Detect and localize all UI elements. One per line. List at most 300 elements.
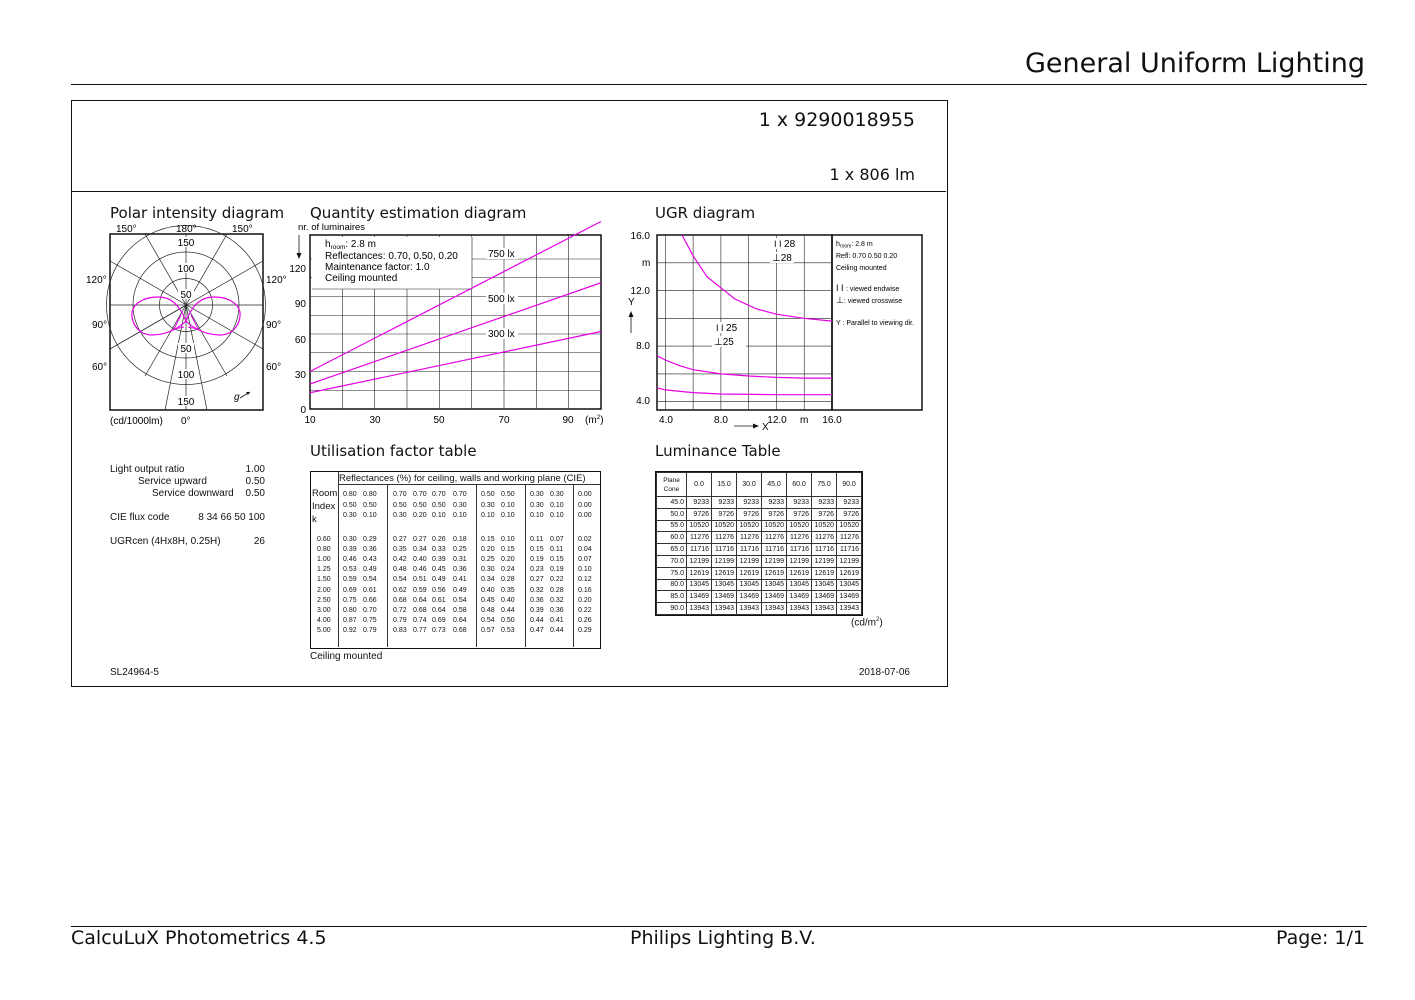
quantity-x-tick-30: 30 (369, 415, 381, 426)
util-factor-cell: 0.70 (363, 606, 377, 614)
luminance-cell: 11276 (712, 532, 737, 544)
polar-diagram (86, 217, 286, 427)
util-factor-cell: 0.41 (550, 616, 564, 624)
quantity-y-tick-0: 0 (300, 405, 306, 416)
luminance-cell: 13943 (812, 603, 837, 615)
util-reflectance-cell: 0.00 (578, 491, 592, 498)
util-factor-cell: 0.20 (481, 546, 495, 554)
util-factor-cell: 0.73 (432, 626, 446, 634)
luminance-cell: 11276 (837, 532, 862, 544)
ugr-x-tick-4: 4.0 (659, 415, 673, 426)
ugr-y-tick-16: 16.0 (630, 231, 650, 242)
util-factor-cell: 0.61 (363, 586, 377, 594)
util-factor-cell: 0.27 (413, 536, 427, 543)
polar-radial-100-bottom: 100 (177, 370, 195, 381)
util-room-index: 2.00 (317, 586, 331, 594)
ugr-legend-crosswise: ⊥: viewed crosswise (836, 295, 903, 305)
util-factor-cell: 0.87 (343, 616, 357, 624)
luminance-cell: 11716 (712, 544, 737, 556)
util-factor-cell: 0.29 (578, 626, 592, 634)
util-factor-cell: 0.36 (530, 596, 544, 604)
util-reflectance-cell: 0.30 (550, 491, 564, 498)
doc-code: SL24964-5 (110, 667, 159, 678)
polar-radial-50-bottom: 50 (180, 344, 192, 355)
prop-upward-value: 0.50 (245, 476, 265, 487)
util-factor-cell: 0.31 (453, 556, 467, 564)
util-factor-cell: 0.54 (393, 576, 407, 584)
footer-software: CalcuLuX Photometrics 4.5 (71, 927, 327, 949)
util-factor-cell: 0.68 (413, 606, 427, 614)
prop-downward-value: 0.50 (245, 488, 265, 499)
util-factor-cell: 0.44 (501, 606, 515, 614)
luminance-cell: 13469 (812, 591, 837, 603)
luminance-cone-angle: 50.0 (657, 508, 687, 520)
polar-radial-150-bottom: 150 (177, 397, 195, 408)
util-factor-cell: 0.66 (363, 596, 377, 604)
util-factor-cell: 0.11 (550, 546, 564, 554)
luminance-cell: 13469 (712, 591, 737, 603)
luminance-cell: 9233 (687, 497, 712, 509)
util-reflectance-cell: 0.00 (578, 501, 592, 509)
luminance-cell: 13943 (762, 603, 787, 615)
util-room-index: 0.60 (317, 536, 331, 543)
footer-company: Philips Lighting B.V. (630, 927, 816, 949)
ugr-curve-3 (657, 388, 832, 395)
util-factor-cell: 0.64 (413, 596, 427, 604)
util-factor-cell: 0.22 (578, 606, 592, 614)
quantity-title: Quantity estimation diagram (310, 204, 527, 222)
table-row (657, 520, 862, 532)
ugr-chart (622, 221, 932, 433)
luminance-cone-angle: 70.0 (657, 555, 687, 567)
polar-angle-120-left: 120° (86, 275, 107, 286)
datasheet-frame (71, 100, 948, 687)
quantity-hroom: $h_{room}$: 2.8 m (325, 239, 376, 251)
util-factor-cell: 0.49 (453, 586, 467, 594)
quantity-x-unit: $(m^2)$ (585, 414, 604, 426)
luminance-cell: 11716 (837, 544, 862, 556)
luminance-cell: 10520 (687, 520, 712, 532)
util-reflectance-cell: 0.30 (530, 491, 544, 498)
luminaire-properties (110, 464, 265, 548)
luminance-cell: 13045 (762, 579, 787, 591)
util-factor-cell: 0.36 (363, 546, 377, 554)
util-factor-cell: 0.79 (393, 616, 407, 624)
util-room-index: 4.00 (317, 616, 331, 624)
table-row (657, 508, 862, 520)
util-reflectance-cell: 0.10 (481, 512, 495, 519)
util-factor-cell: 0.42 (393, 556, 407, 564)
luminance-plane-90: 90.0 (837, 473, 862, 497)
util-room-index: 1.50 (317, 576, 331, 584)
util-factor-cell: 0.46 (343, 556, 357, 564)
util-factor-cell: 0.69 (343, 586, 357, 594)
util-factor-cell: 0.07 (578, 556, 592, 564)
luminance-cell: 9233 (837, 497, 862, 509)
polar-title: Polar intensity diagram (110, 204, 285, 222)
ugr-x-tick-12: 12.0 (767, 415, 787, 426)
prop-cie-label: CIE flux code (110, 512, 170, 523)
quantity-x-tick-50: 50 (433, 415, 445, 426)
util-note: Ceiling mounted (310, 651, 383, 662)
util-factor-cell: 0.44 (550, 626, 564, 634)
table-row (657, 579, 862, 591)
util-factor-cell: 0.35 (393, 546, 407, 554)
util-factor-cell: 0.68 (453, 626, 467, 634)
luminance-cell: 13469 (687, 591, 712, 603)
quantity-line-300lx (310, 332, 601, 393)
util-factor-cell: 0.19 (530, 556, 544, 564)
util-factor-cell: 0.57 (481, 626, 495, 634)
prop-downward-label: Service downward (152, 488, 234, 499)
util-factor-cell: 0.75 (343, 596, 357, 604)
util-room-index: 5.00 (317, 626, 331, 634)
quantity-reflectances: Reflectances: 0.70, 0.50, 0.20 (325, 251, 458, 262)
util-reflectance-cell: 0.10 (530, 512, 544, 519)
util-factor-cell: 0.75 (363, 616, 377, 624)
luminance-cell: 13469 (787, 591, 812, 603)
table-row (657, 544, 862, 556)
prop-lor-value: 1.00 (245, 464, 265, 475)
util-factor-cell: 0.59 (413, 586, 427, 594)
util-factor-cell: 0.07 (550, 536, 564, 543)
util-reflectance-cell: 0.50 (432, 501, 446, 509)
util-factor-cell: 0.36 (550, 606, 564, 614)
luminance-cell: 12619 (812, 567, 837, 579)
util-factor-cell: 0.16 (578, 586, 592, 594)
luminance-plane-45: 45.0 (762, 473, 787, 497)
util-factor-cell: 0.58 (453, 606, 467, 614)
polar-angle-120-right: 120° (266, 275, 287, 286)
luminance-cell: 13943 (787, 603, 812, 615)
util-factor-cell: 0.20 (578, 596, 592, 604)
table-row (657, 591, 862, 603)
util-factor-cell: 0.04 (578, 546, 592, 554)
util-factor-cell: 0.39 (343, 546, 357, 554)
util-reflectance-cell: 0.10 (363, 512, 377, 519)
luminance-cell: 13943 (687, 603, 712, 615)
util-factor-cell: 0.62 (393, 586, 407, 594)
ugr-label-25-endwise: I I 25 (716, 323, 738, 334)
ugr-x-unit: m (800, 415, 809, 426)
ugr-x-tick-8: 8.0 (714, 415, 728, 426)
polar-grid (107, 226, 266, 411)
quantity-mounting: Ceiling mounted (325, 273, 398, 284)
luminance-cell: 9233 (762, 497, 787, 509)
util-factor-cell: 0.83 (393, 626, 407, 634)
util-room-index: 2.50 (317, 596, 331, 604)
quantity-y-tick-90: 90 (294, 299, 306, 310)
quantity-ylabel: nr. of luminaires (298, 222, 366, 233)
util-factor-cell: 0.41 (453, 576, 467, 584)
util-factor-cell: 0.54 (363, 576, 377, 584)
table-row (657, 555, 862, 567)
luminance-cone-angle: 60.0 (657, 532, 687, 544)
luminance-cell: 11276 (737, 532, 762, 544)
ugr-frame (657, 235, 832, 410)
util-factor-cell: 0.64 (453, 616, 467, 624)
polar-angle-60-right: 60° (266, 362, 282, 373)
polar-unit: (cd/1000lm) (110, 416, 163, 427)
prop-ugr-label: UGRcen (4Hx8H, 0.25H) (110, 536, 221, 547)
luminance-cell: 12619 (787, 567, 812, 579)
luminance-cone-angle: 75.0 (657, 567, 687, 579)
luminous-flux: 1 x 806 lm (829, 165, 915, 184)
util-factor-cell: 0.50 (501, 616, 515, 624)
util-factor-cell: 0.15 (550, 556, 564, 564)
util-factor-cell: 0.48 (393, 566, 407, 574)
util-reflectance-cell: 0.30 (481, 501, 495, 509)
luminance-cell: 9726 (712, 508, 737, 520)
util-reflectance-cell: 0.30 (393, 512, 407, 519)
util-factor-cell: 0.26 (432, 536, 446, 543)
luminance-cell: 12619 (837, 567, 862, 579)
util-factor-cell: 0.10 (501, 536, 515, 543)
ugr-legend-hroom: $h_{room}$: 2.8 m (836, 241, 873, 250)
polar-radial-100-top: 100 (177, 264, 195, 275)
luminance-cell: 11716 (787, 544, 812, 556)
quantity-line-500lx (310, 283, 601, 384)
ugr-label-25-crosswise: ⊥25 (714, 337, 734, 348)
util-factor-cell: 0.45 (481, 596, 495, 604)
luminance-cell: 12619 (762, 567, 787, 579)
luminance-cell: 9726 (787, 508, 812, 520)
luminance-table-frame (655, 471, 863, 616)
luminance-cell: 13045 (737, 579, 762, 591)
sheet-date: 2018-07-06 (858, 667, 910, 678)
luminance-cell: 13045 (787, 579, 812, 591)
util-factor-cell: 0.69 (432, 616, 446, 624)
luminance-cell: 12199 (812, 555, 837, 567)
util-factor-cell: 0.15 (481, 536, 495, 543)
ugr-curve-2 (657, 356, 832, 378)
util-reflectance-cell: 0.30 (343, 512, 357, 519)
util-factor-cell: 0.80 (343, 606, 357, 614)
util-factor-cell: 0.40 (413, 556, 427, 564)
luminance-cell: 9233 (787, 497, 812, 509)
quantity-line-label-300: 300 lx (488, 329, 515, 340)
quantity-line-label-750: 750 lx (488, 249, 515, 260)
luminance-cell: 13943 (837, 603, 862, 615)
util-factor-cell: 0.32 (530, 586, 544, 594)
luminance-cell: 12619 (737, 567, 762, 579)
util-factor-cell: 0.18 (453, 536, 467, 543)
util-room-index: 1.00 (317, 556, 331, 564)
luminance-cone-angle: 45.0 (657, 497, 687, 509)
util-factor-cell: 0.24 (501, 566, 515, 574)
util-room-index: 3.00 (317, 606, 331, 614)
util-factor-cell: 0.29 (363, 536, 377, 543)
luminance-plane-30: 30.0 (737, 473, 762, 497)
util-factor-cell: 0.72 (393, 606, 407, 614)
util-factor-cell: 0.33 (432, 546, 446, 554)
util-factor-cell: 0.10 (578, 566, 592, 574)
util-factor-cell: 0.53 (343, 566, 357, 574)
luminance-cell: 10520 (812, 520, 837, 532)
util-factor-cell: 0.25 (481, 556, 495, 564)
util-factor-cell: 0.34 (413, 546, 427, 554)
util-header: Reflectances (%) for ceiling, walls and working plane (CIE) (339, 473, 586, 484)
util-factor-cell: 0.48 (481, 606, 495, 614)
footer-page-number: Page: 1/1 (1275, 927, 1365, 949)
polar-gamma-label: g (234, 392, 240, 403)
luminance-cell: 13045 (837, 579, 862, 591)
util-factor-cell: 0.35 (501, 586, 515, 594)
util-factor-cell: 0.51 (413, 576, 427, 584)
luminance-cone-angle: 85.0 (657, 591, 687, 603)
luminance-cell: 13943 (737, 603, 762, 615)
util-reflectance-cell: 0.30 (530, 501, 544, 509)
util-factor-cell: 0.45 (432, 566, 446, 574)
luminance-cell: 12199 (687, 555, 712, 567)
util-reflectance-cell: 0.30 (453, 501, 467, 509)
util-reflectance-cell: 0.10 (501, 512, 515, 519)
util-reflectance-cell: 0.50 (413, 501, 427, 509)
luminance-cell: 12619 (687, 567, 712, 579)
luminance-cell: 9726 (837, 508, 862, 520)
util-reflectance-cell: 0.70 (432, 491, 446, 498)
util-factor-cell: 0.47 (530, 626, 544, 634)
prop-cie-value: 8 34 66 50 100 (198, 512, 265, 523)
luminance-cell: 11716 (737, 544, 762, 556)
luminance-plane-15: 15.0 (712, 473, 737, 497)
util-factor-cell: 0.39 (530, 606, 544, 614)
util-reflectance-cell: 0.10 (453, 512, 467, 519)
ugr-legend-mounting: Ceiling mounted (836, 265, 887, 272)
luminance-unit: $(cd/m^2)$ (851, 617, 883, 629)
util-reflectance-cell: 0.70 (413, 491, 427, 498)
luminance-cell: 11276 (787, 532, 812, 544)
util-reflectance-cell: 0.50 (363, 501, 377, 509)
util-factor-cell: 0.40 (501, 596, 515, 604)
util-factor-cell: 0.54 (481, 616, 495, 624)
prop-ugr-value: 26 (253, 536, 265, 547)
quantity-y-tick-120: 120 (289, 264, 306, 275)
luminance-table (656, 472, 862, 615)
table-row (657, 603, 862, 615)
ugr-y-unit: m (642, 258, 651, 269)
header-rule (71, 84, 1367, 85)
luminance-cell: 9726 (687, 508, 712, 520)
luminance-cell: 12199 (712, 555, 737, 567)
polar-radial-50-top: 50 (180, 290, 192, 301)
util-factor-cell: 0.12 (578, 576, 592, 584)
util-reflectance-cell: 0.10 (501, 501, 515, 509)
quantity-x-tick-70: 70 (498, 415, 510, 426)
table-row (657, 497, 862, 509)
ugr-y-tick-8: 8.0 (636, 341, 650, 352)
ugr-curve-1 (682, 235, 832, 321)
util-factor-cell: 0.64 (432, 606, 446, 614)
ugr-y-tick-4: 4.0 (636, 396, 650, 407)
sheet-divider (72, 191, 946, 192)
util-room-index-label: Room Index k (312, 488, 338, 525)
luminance-cell: 10520 (787, 520, 812, 532)
table-row (657, 567, 862, 579)
ugr-legend-parallel: Y : Parallel to viewing dir. (836, 320, 915, 327)
util-factor-cell: 0.25 (453, 546, 467, 554)
util-factor-cell: 0.15 (530, 546, 544, 554)
polar-radial-150-top: 150 (177, 238, 195, 249)
luminance-cell: 13045 (812, 579, 837, 591)
luminance-title: Luminance Table (655, 442, 781, 460)
util-factor-cell: 0.28 (501, 576, 515, 584)
util-reflectance-cell: 0.70 (453, 491, 467, 498)
util-factor-cell: 0.30 (343, 536, 357, 543)
util-factor-cell: 0.43 (363, 556, 377, 564)
util-reflectance-cell: 0.10 (550, 512, 564, 519)
util-factor-cell: 0.68 (393, 596, 407, 604)
luminance-cell: 10520 (837, 520, 862, 532)
quantity-line-label-500: 500 lx (488, 294, 515, 305)
quantity-y-tick-60: 60 (294, 335, 306, 346)
util-factor-cell: 0.20 (501, 556, 515, 564)
ugr-title: UGR diagram (655, 204, 756, 222)
luminance-cell: 11276 (812, 532, 837, 544)
util-factor-cell: 0.26 (578, 616, 592, 624)
ugr-legend-refl: Refl: 0.70 0.50 0.20 (836, 253, 898, 260)
luminance-cell: 9726 (812, 508, 837, 520)
luminance-cell: 12199 (787, 555, 812, 567)
util-factor-cell: 0.74 (413, 616, 427, 624)
luminance-cell: 9233 (712, 497, 737, 509)
util-reflectance-cell: 0.50 (481, 491, 495, 498)
util-room-index: 0.80 (317, 546, 331, 554)
util-factor-cell: 0.02 (578, 536, 592, 543)
quantity-y-tick-30: 30 (294, 370, 306, 381)
luminance-cell: 13469 (837, 591, 862, 603)
util-factor-cell: 0.23 (530, 566, 544, 574)
luminance-cell: 12199 (762, 555, 787, 567)
luminance-cell: 12619 (712, 567, 737, 579)
luminance-cone-angle: 65.0 (657, 544, 687, 556)
util-factor-cell: 0.59 (343, 576, 357, 584)
util-factor-cell: 0.36 (453, 566, 467, 574)
luminance-cell: 13045 (687, 579, 712, 591)
util-factor-cell: 0.61 (432, 596, 446, 604)
util-reflectance-cell: 0.50 (393, 501, 407, 509)
polar-angle-top-center: 180° (176, 224, 197, 235)
ugr-y-tick-12: 12.0 (630, 286, 650, 297)
quantity-x-tick-10: 10 (304, 415, 316, 426)
util-title: Utilisation factor table (310, 442, 477, 460)
polar-angle-top-left: 150° (116, 224, 137, 235)
luminance-cell: 9233 (812, 497, 837, 509)
util-reflectance-cell: 0.50 (501, 491, 515, 498)
product-code: 1 x 9290018955 (758, 109, 915, 131)
util-factor-cell: 0.39 (432, 556, 446, 564)
util-factor-cell: 0.54 (453, 596, 467, 604)
table-row (657, 532, 862, 544)
util-reflectance-cell: 0.50 (343, 501, 357, 509)
luminance-cell: 12199 (837, 555, 862, 567)
luminance-cell: 11276 (762, 532, 787, 544)
util-factor-cell: 0.53 (501, 626, 515, 634)
util-table (310, 471, 601, 649)
polar-angle-top-right: 150° (232, 224, 253, 235)
luminance-cell: 13943 (712, 603, 737, 615)
luminance-cell: 13045 (712, 579, 737, 591)
ugr-label-28-endwise: I I 28 (774, 239, 796, 250)
luminance-plane-75: 75.0 (812, 473, 837, 497)
util-reflectance-cell: 0.80 (363, 491, 377, 498)
luminance-cell: 9726 (737, 508, 762, 520)
polar-angle-60-left: 60° (92, 362, 108, 373)
util-factor-cell: 0.30 (481, 566, 495, 574)
util-factor-cell: 0.32 (550, 596, 564, 604)
luminance-cell: 10520 (737, 520, 762, 532)
ugr-x-axis: X (762, 422, 769, 433)
